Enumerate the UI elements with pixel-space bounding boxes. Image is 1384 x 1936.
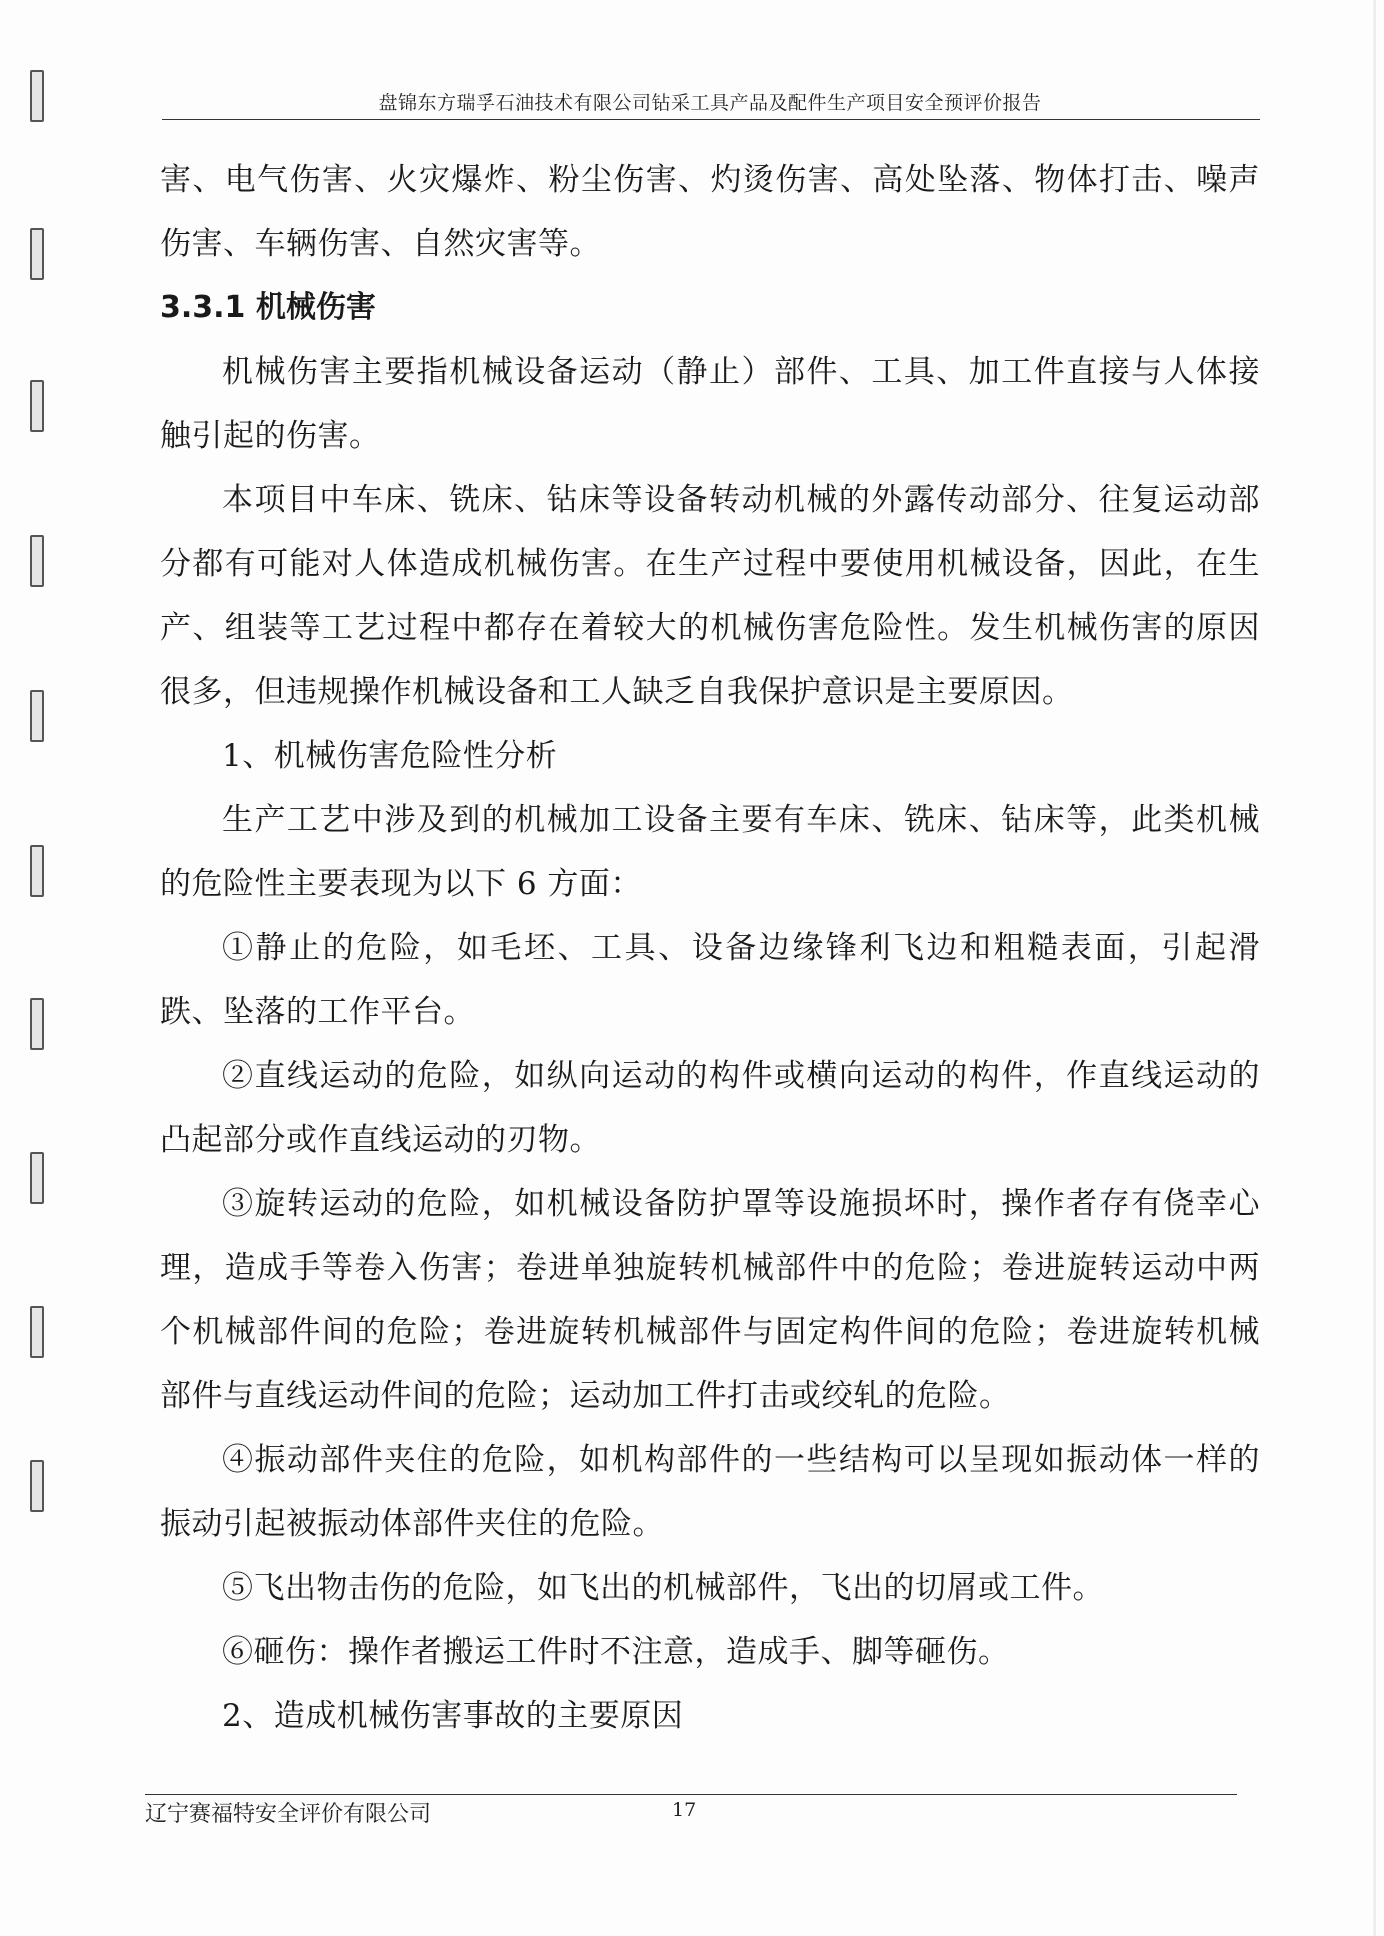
list-item-linear-motion: ②直线运动的危险，如纵向运动的构件或横向运动的构件，作直线运动的凸起部分或作直线运动的刃物。 [160,1058,1260,1158]
footer-company: 辽宁赛福特安全评价有限公司 [145,1802,432,1827]
list-item-projectile: ⑤飞出物击伤的危险，如飞出的机械部件，飞出的切屑或工件。 [222,1570,1104,1606]
page-edge-shadow [1373,0,1376,1936]
section-heading: 3.3.1 机械伤害 [160,290,376,325]
binding-hole-mark [30,998,44,1050]
binding-hole-mark [30,228,44,280]
header-rule [162,119,1260,120]
continuation-paragraph: 害、电气伤害、火灾爆炸、粉尘伤害、灼烫伤害、高处坠落、物体打击、噪声伤害、车辆伤害、自然灾害等。 [160,162,1260,262]
running-header: 盘锦东方瑞孚石油技术有限公司钻采工具产品及配件生产项目安全预评价报告 [378,92,1042,114]
subheading-hazard-analysis: 1、机械伤害危险性分析 [222,738,558,774]
binding-hole-mark [30,535,44,587]
binding-hole-mark [30,845,44,897]
footer-rule [145,1794,1237,1795]
list-item-vibration: ④振动部件夹住的危险，如机构部件的一些结构可以呈现如振动体一样的振动引起被振动体部件夹住的危险。 [160,1442,1260,1542]
body-text [160,148,1260,1748]
paragraph-definition: 机械伤害主要指机械设备运动（静止）部件、工具、加工件直接与人体接触引起的伤害。 [160,354,1260,454]
page-number: 17 [672,1799,697,1821]
binding-hole-mark [30,380,44,432]
paragraph-project-hazards: 本项目中车床、铣床、钻床等设备转动机械的外露传动部分、往复运动部分都有可能对人体造成机械伤害。在生产过程中要使用机械设备，因此，在生产、组装等工艺过程中都存在着较大的机械伤害危险性。发生机械伤害的原因很多，但违规操作机械设备和工人缺乏自我保护意识是主要原因。 [160,482,1260,710]
binding-hole-mark [30,70,44,122]
paragraph-equipment: 生产工艺中涉及到的机械加工设备主要有车床、铣床、钻床等，此类机械的危险性主要表现为以下 6 方面： [160,802,1260,902]
list-item-rotary-motion: ③旋转运动的危险，如机械设备防护罩等设施损坏时，操作者存有侥幸心理，造成手等卷入伤害；卷进单独旋转机械部件中的危险；卷进旋转运动中两个机械部件间的危险；卷进旋转机械部件与固定构件间的危险；卷进旋转机械部件与直线运动件间的危险；运动加工件打击或绞轧的危险。 [160,1186,1260,1414]
binding-hole-mark [30,1152,44,1204]
binding-hole-mark [30,690,44,742]
subheading-accident-causes: 2、造成机械伤害事故的主要原因 [222,1698,684,1734]
list-item-crush: ⑥砸伤：操作者搬运工件时不注意，造成手、脚等砸伤。 [222,1634,1010,1670]
binding-hole-mark [30,1306,44,1358]
list-item-static-hazard: ①静止的危险，如毛坯、工具、设备边缘锋利飞边和粗糙表面，引起滑跌、坠落的工作平台。 [160,930,1260,1030]
binding-hole-mark [30,1460,44,1512]
